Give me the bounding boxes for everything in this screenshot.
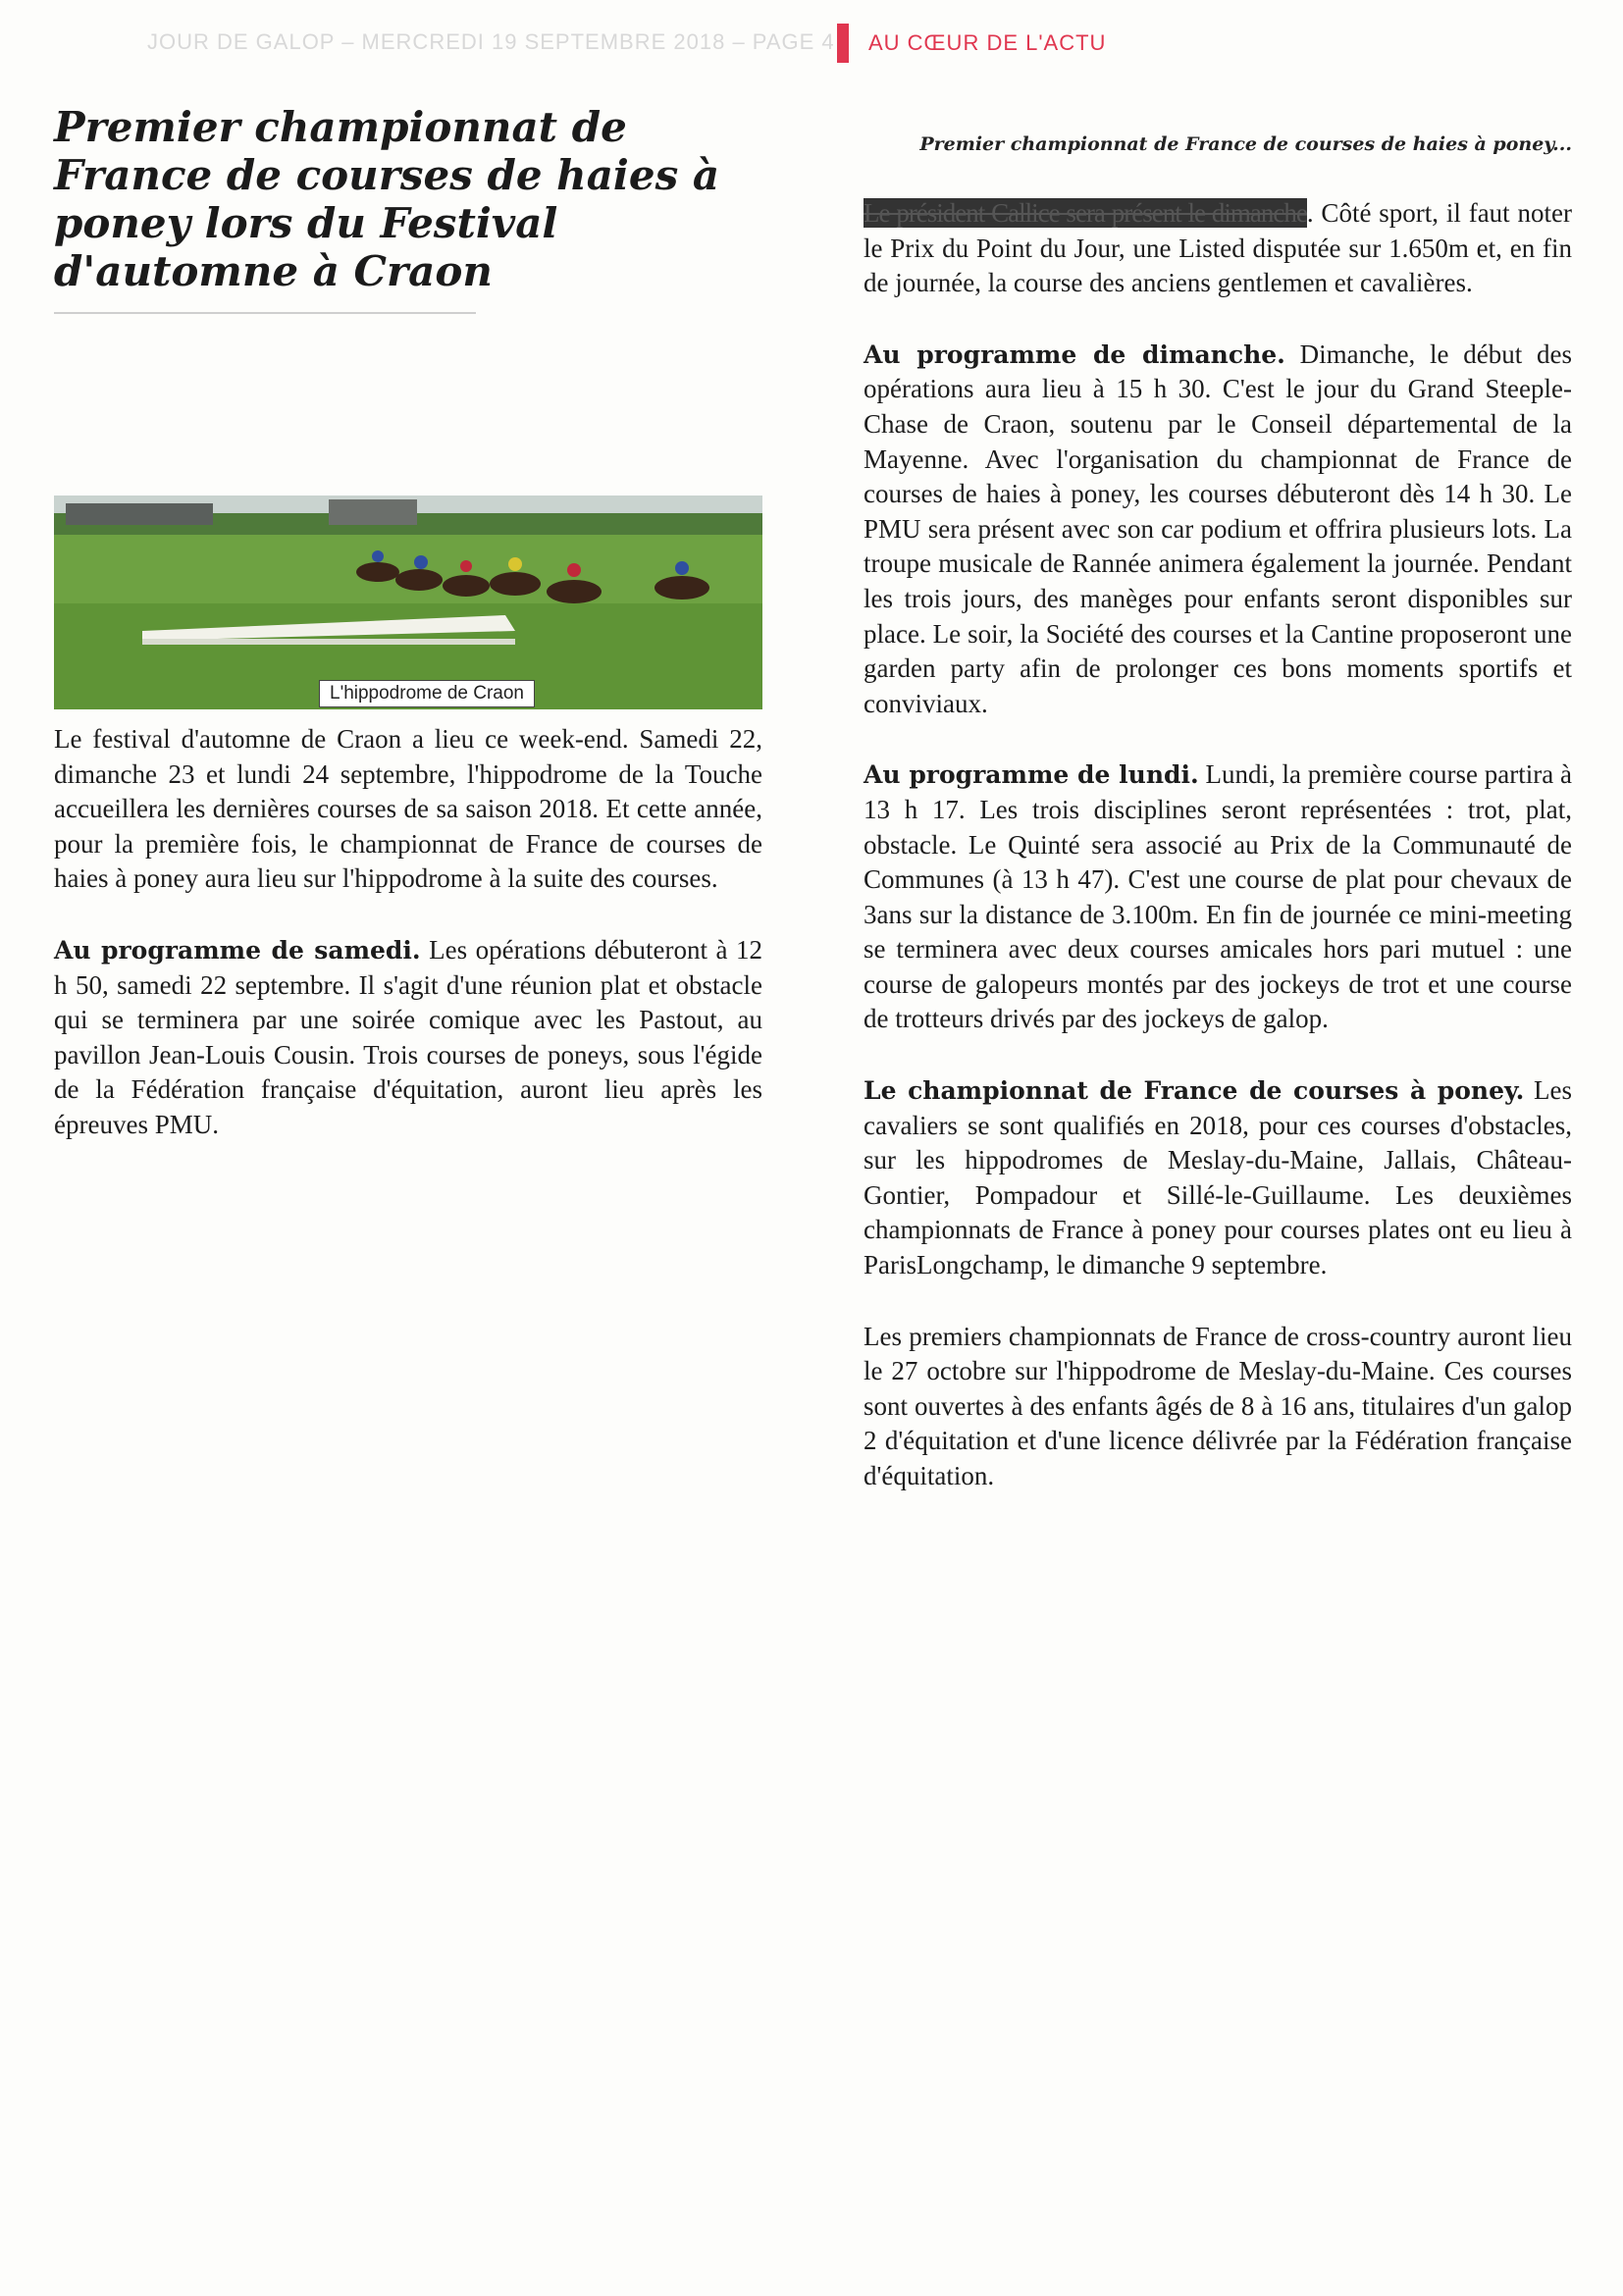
- page-header-left: JOUR DE GALOP – MERCREDI 19 SEPTEMBRE 2018 – PAGE 4: [147, 29, 835, 54]
- paragraph-gap: [54, 897, 762, 933]
- championnat-text: Les cavaliers se sont qualifiés en 2018, pour ces courses d'obstacles, sur les hippodromes de Meslay-du-Maine, Jallais, Château-Gontier, Pompadour et Sillé-le-Guillaume. Les deuxièmes championnats de France à poney pour courses plates ont eu lieu à ParisLongchamp, le dimanche 9 septembre.: [864, 1075, 1572, 1280]
- continued-paragraph: [864, 196, 1572, 301]
- photo-caption: L'hippodrome de Craon: [319, 680, 535, 707]
- article-photo: [54, 496, 762, 709]
- section-header: [837, 24, 1106, 63]
- redacted-text: Le président Callice sera présent le dimanche: [864, 198, 1307, 228]
- lundi-paragraph: [864, 757, 1572, 1037]
- article-column-left: [54, 722, 762, 1143]
- championnat-paragraph: [864, 1073, 1572, 1283]
- paragraph-gap: [864, 721, 1572, 757]
- dimanche-lead: Au programme de dimanche.: [864, 339, 1285, 369]
- dimanche-paragraph: [864, 338, 1572, 722]
- intro-paragraph: Le festival d'automne de Craon a lieu ce week-end. Samedi 22, dimanche 23 et lundi 24 septembre, l'hippodrome de la Touche accueillera les dernières courses de sa saison 2018. Et cette année, pour la première fois, le championnat de France de courses de haies à poney aura lieu sur l'hippodrome à la suite des courses.: [54, 724, 762, 894]
- paragraph-gap: [864, 301, 1572, 338]
- continued-text: . Côté sport, il faut noter le Prix du Point du Jour, une Listed disputée sur 1.650m et, en fin de journée, la course des anciens gentlemen et cavalières.: [864, 198, 1572, 298]
- paragraph-gap: [864, 1037, 1572, 1073]
- championnat-lead: Le championnat de France de courses à poney.: [864, 1076, 1525, 1106]
- continued-kicker: Premier championnat de France de courses de haies à poney...: [919, 133, 1572, 155]
- section-accent-bar: [837, 24, 849, 63]
- racecourse-photo-illustration: [54, 496, 762, 709]
- article-column-right: [864, 196, 1572, 1494]
- article-headline: Premier championnat de France de courses de haies à poney lors du Festival d'automne à Craon: [54, 103, 720, 295]
- samedi-lead: Au programme de samedi.: [54, 935, 421, 965]
- headline-divider: [54, 312, 476, 314]
- dimanche-text: Dimanche, le début des opérations aura lieu à 15 h 30. C'est le jour du Grand Steeple-Chase de Craon, soutenu par le Conseil départemental de la Mayenne. Avec l'organisation du championnat de France de courses de haies à poney, les courses débuteront dès 14 h 30. Le PMU sera présent avec son car podium et offrira plusieurs lots. La troupe musicale de Rannée animera également la journée. Pendant les trois jours, des manèges pour enfants seront disponibles sur place. Le soir, la Société des courses et la Cantine proposeront une garden party afin de prolonger ces bons moments sportifs et conviviaux.: [864, 339, 1572, 718]
- cross-country-paragraph: Les premiers championnats de France de cross-country auront lieu le 27 octobre sur l'hippodrome de Meslay-du-Maine. Ces courses sont ouvertes à des enfants âgés de 8 à 16 ans, titulaires d'un galop 2 d'équitation et d'une licence délivrée par la Fédération française d'équitation.: [864, 1321, 1572, 1490]
- lundi-text: Lundi, la première course partira à 13 h 17. Les trois disciplines seront représentées : trot, plat, obstacle. Le Quinté sera associé au Prix de la Communauté de Communes (à 13 h 47). C'est une course de plat pour chevaux de 3ans sur la distance de 3.100m. En fin de journée ce mini-meeting se terminera avec deux courses amicales hors pari mutuel : une course de galopeurs montés par des jockeys de trot et une course de trotteurs drivés par des jockeys de galop.: [864, 759, 1572, 1034]
- samedi-text: Les opérations débuteront à 12 h 50, samedi 22 septembre. Il s'agit d'une réunion plat et obstacle qui se terminera par une soirée comique avec les Pastout, au pavillon Jean-Louis Cousin. Trois courses de poneys, sous l'égide de la Fédération française d'équitation, auront lieu après les épreuves PMU.: [54, 934, 763, 1139]
- section-label: AU CŒUR DE L'ACTU: [868, 30, 1107, 55]
- lundi-lead: Au programme de lundi.: [864, 760, 1199, 790]
- samedi-paragraph: [54, 933, 762, 1143]
- paragraph-gap: [864, 1283, 1572, 1320]
